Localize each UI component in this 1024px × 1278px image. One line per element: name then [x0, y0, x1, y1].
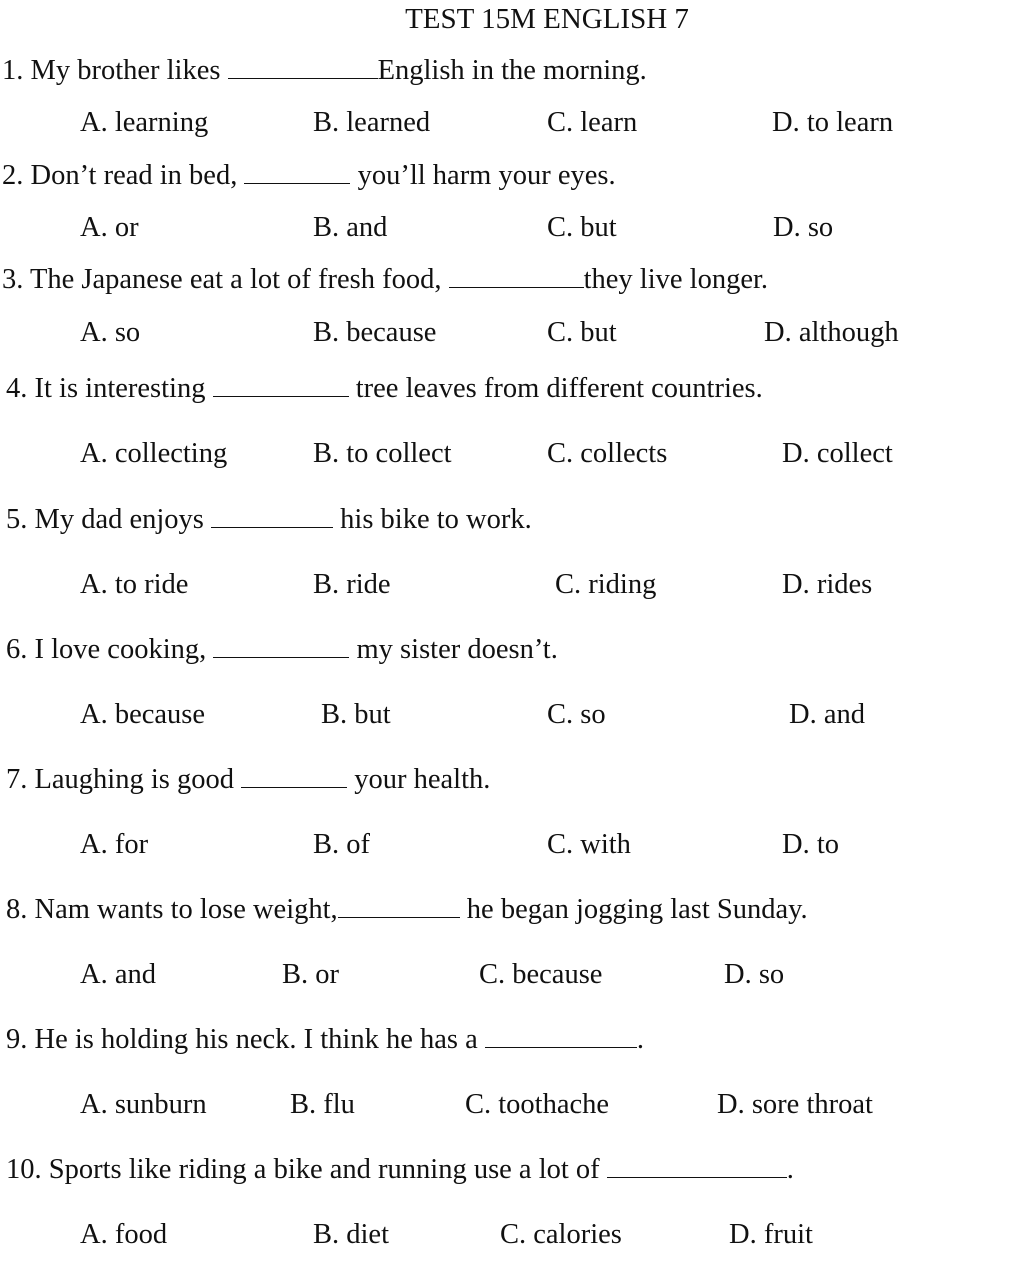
question-2-option-d[interactable]: D. so [773, 212, 834, 243]
question-6-option-b[interactable]: B. but [321, 699, 391, 730]
question-6-text-before: 6. I love cooking, [6, 634, 214, 665]
question-8-option-c[interactable]: C. because [479, 959, 603, 990]
question-8-option-d[interactable]: D. so [724, 959, 785, 990]
question-10-option-a[interactable]: A. food [80, 1219, 168, 1250]
answer-blank-1[interactable] [228, 56, 378, 79]
question-9-option-b[interactable]: B. flu [290, 1089, 355, 1120]
question-1-text-before: 1. My brother likes [2, 55, 228, 86]
answer-blank-7[interactable] [241, 765, 347, 788]
question-5-option-d[interactable]: D. rides [782, 569, 873, 600]
question-9-option-d[interactable]: D. sore throat [717, 1089, 873, 1120]
answer-blank-9[interactable] [485, 1025, 637, 1048]
question-10-text-after: . [786, 1154, 794, 1185]
question-8-text-after: he began jogging last Sunday. [459, 894, 808, 925]
question-8-option-b[interactable]: B. or [282, 959, 339, 990]
question-3-option-c[interactable]: C. but [547, 317, 617, 348]
question-10 [6, 1153, 794, 1187]
question-4-option-d[interactable]: D. collect [782, 438, 893, 469]
question-2-option-a[interactable]: A. or [80, 212, 139, 243]
question-7-text-before: 7. Laughing is good [6, 764, 242, 795]
question-1-option-a[interactable]: A. learning [80, 107, 209, 138]
question-10-option-b[interactable]: B. diet [313, 1219, 389, 1250]
answer-blank-2[interactable] [244, 161, 350, 184]
question-7-option-c[interactable]: C. with [547, 829, 631, 860]
question-9-text-before: 9. He is holding his neck. I think he has a [6, 1024, 485, 1055]
answer-blank-8[interactable] [338, 895, 460, 918]
question-9 [6, 1023, 644, 1057]
question-6-option-d[interactable]: D. and [789, 699, 865, 730]
question-2-text-after: you’ll harm your eyes. [350, 160, 616, 191]
question-5 [6, 503, 532, 537]
question-1-option-c[interactable]: C. learn [547, 107, 638, 138]
answer-blank-3[interactable] [449, 265, 584, 288]
question-9-text-after: . [636, 1024, 645, 1055]
question-4-text-before: 4. It is interesting [6, 373, 213, 404]
answer-blank-6[interactable] [213, 635, 349, 658]
question-2-option-c[interactable]: C. but [547, 212, 617, 243]
question-4-option-c[interactable]: C. collects [547, 438, 668, 469]
question-10-option-d[interactable]: D. fruit [729, 1219, 813, 1250]
question-2-option-b[interactable]: B. and [313, 212, 388, 243]
question-9-option-a[interactable]: A. sunburn [80, 1089, 207, 1120]
question-3 [2, 263, 768, 297]
question-10-text-before: 10. Sports like riding a bike and running use a lot of [6, 1154, 607, 1185]
question-10-option-c[interactable]: C. calories [500, 1219, 622, 1250]
question-1 [2, 54, 647, 88]
question-4-text-after: tree leaves from different countries. [348, 373, 763, 404]
question-3-option-b[interactable]: B. because [313, 317, 437, 348]
question-6-option-c[interactable]: C. so [547, 699, 606, 730]
question-7 [6, 763, 490, 797]
question-5-option-c[interactable]: C. riding [555, 569, 657, 600]
question-7-option-b[interactable]: B. of [313, 829, 370, 860]
question-5-text-before: 5. My dad enjoys [6, 504, 212, 535]
question-7-option-a[interactable]: A. for [80, 829, 149, 860]
question-6-option-a[interactable]: A. because [80, 699, 206, 730]
question-6 [6, 633, 558, 667]
question-1-text-after: English in the morning. [377, 55, 647, 86]
question-2-text-before: 2. Don’t read in bed, [2, 160, 245, 191]
question-1-option-d[interactable]: D. to learn [772, 107, 894, 138]
question-8-text-before: 8. Nam wants to lose weight, [6, 894, 338, 925]
question-8-option-a[interactable]: A. and [80, 959, 156, 990]
question-3-option-a[interactable]: A. so [80, 317, 141, 348]
question-8 [6, 893, 808, 927]
question-2 [2, 159, 616, 193]
question-5-option-a[interactable]: A. to ride [80, 569, 189, 600]
question-5-text-after: his bike to work. [333, 504, 532, 535]
question-3-option-d[interactable]: D. although [764, 317, 899, 348]
question-4-option-a[interactable]: A. collecting [80, 438, 228, 469]
question-3-text-before: 3. The Japanese eat a lot of fresh food, [2, 264, 449, 295]
question-1-option-b[interactable]: B. learned [313, 107, 431, 138]
question-7-option-d[interactable]: D. to [782, 829, 839, 860]
question-7-text-after: your health. [347, 764, 491, 795]
answer-blank-5[interactable] [211, 505, 333, 528]
answer-blank-10[interactable] [607, 1155, 787, 1178]
question-6-text-after: my sister doesn’t. [349, 634, 558, 665]
page-title: TEST 15M ENGLISH 7 [405, 3, 689, 35]
question-4 [6, 372, 763, 406]
answer-blank-4[interactable] [213, 374, 349, 397]
question-9-option-c[interactable]: C. toothache [465, 1089, 610, 1120]
question-5-option-b[interactable]: B. ride [313, 569, 391, 600]
question-4-option-b[interactable]: B. to collect [313, 438, 452, 469]
question-3-text-after: they live longer. [583, 264, 769, 295]
